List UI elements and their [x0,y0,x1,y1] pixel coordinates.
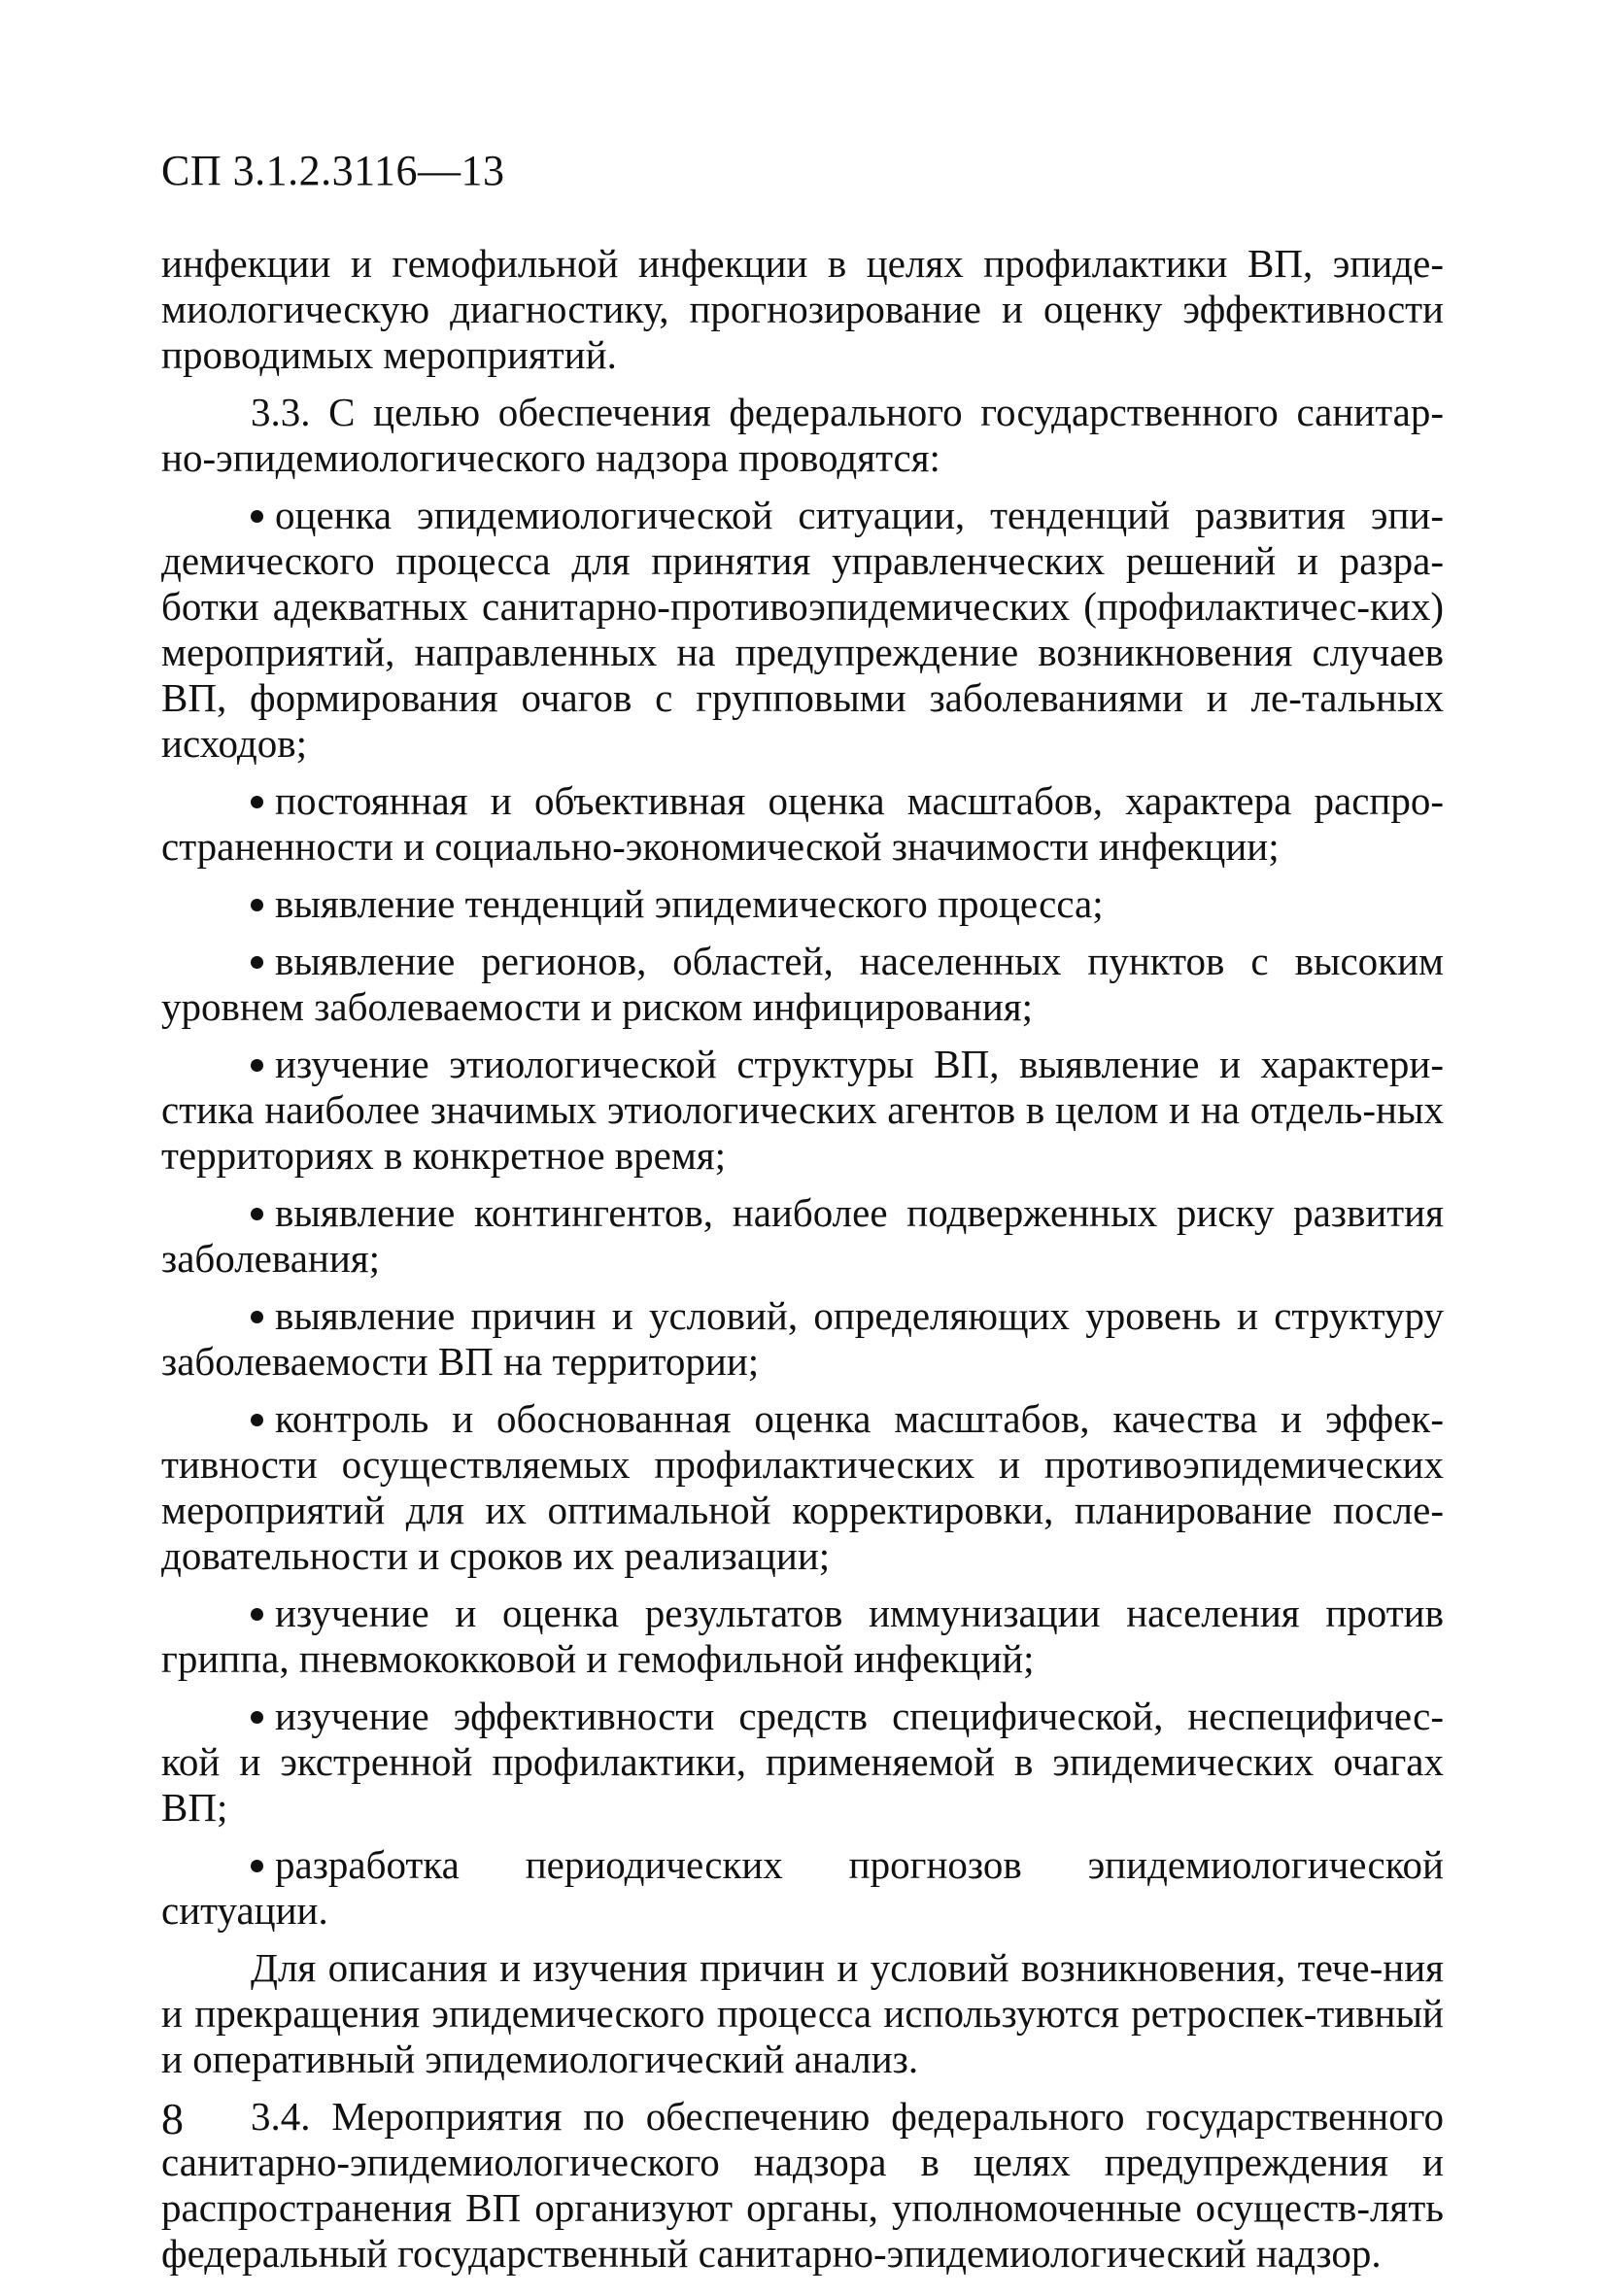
document-body [161,241,1444,2277]
bullet-item [161,1190,1444,1282]
bullet-icon [251,1059,263,1072]
document-code: СП 3.1.2.3116—13 [161,147,505,194]
bullet-item [161,1293,1444,1385]
bullet-icon [251,1208,263,1220]
bullet-icon [251,1414,263,1426]
bullet-text: изучение и оценка результатов иммунизации населения против гриппа, пневмококковой и гемофильной инфекций; [161,1591,1444,1681]
bullet-text: постоянная и объективная оценка масштабов, характера распро-страненности и социально-экономической значимости инфекции; [161,778,1444,869]
bullet-item [161,493,1444,767]
bullet-item [161,1396,1444,1579]
bullet-icon [251,1711,263,1724]
page-number: 8 [161,2094,184,2143]
bullet-icon [251,796,263,808]
bullet-item [161,1042,1444,1179]
bullet-item [161,1694,1444,1831]
bullet-icon [251,1860,263,1872]
bullet-text: выявление тенденций эпидемического процесса; [275,881,1104,926]
bullet-text: выявление причин и условий, определяющих уровень и структуру заболеваемости ВП на территории; [161,1293,1444,1384]
bullet-icon [251,1311,263,1323]
section-3-3-paragraph: 3.3. С целью обеспечения федерального государственного санитар-но-эпидемиологического надзора проводятся: [161,390,1444,480]
bullet-item [161,881,1444,927]
bullet-text: изучение этиологической структуры ВП, выявление и характери-стика наиболее значимых этиологических агентов в целом и на отдель-ных территориях в конкретное время; [161,1042,1444,1178]
bullet-text: выявление регионов, областей, населенных пунктов с высоким уровнем заболеваемости и риском инфицирования; [161,939,1444,1029]
bullet-icon [251,899,263,911]
intro-paragraph: инфекции и гемофильной инфекции в целях профилактики ВП, эпиде-миологическую диагностику, прогнозирование и оценку эффективности проводимых мероприятий. [161,241,1444,377]
bullet-item [161,1591,1444,1682]
bullet-text: контроль и обоснованная оценка масштабов, качества и эффек-тивности осуществляемых профилактических и противоэпидемических мероприятий для их оптимальной корректировки, планирование после-довательности и сроков их реализации; [161,1396,1444,1578]
bullet-text: разработка периодических прогнозов эпидемиологической ситуации. [161,1842,1444,1933]
bullet-item [161,778,1444,870]
bullet-text: изучение эффективности средств специфической, неспецифичес-кой и экстренной профилактики, применяемой в эпидемических очагах ВП; [161,1694,1444,1830]
bullet-icon [251,1608,263,1621]
bullet-icon [251,510,263,523]
bullet-text: оценка эпидемиологической ситуации, тенденций развития эпи-демического процесса для принятия управленческих решений и разра-ботки адекватных санитарно-противоэпидемических (профилактичес-ких) мероприятий, направленных на предупреждение возникновения случаев ВП, формирования очагов с групповыми заболеваниями и ле-тальных исходов; [161,493,1444,766]
section-3-4-paragraph: 3.4. Мероприятия по обеспечению федерального государственного санитарно-эпидемиологического надзора в целях предупреждения и распространения ВП организуют органы, уполномоченные осуществ-лять федеральный государственный санитарно-эпидемиологический надзор. [161,2094,1444,2276]
bullet-text: выявление контингентов, наиболее подверженных риску развития заболевания; [161,1190,1444,1281]
bullet-item [161,1842,1444,1934]
bullet-icon [251,956,263,969]
bullet-item [161,939,1444,1030]
analysis-paragraph: Для описания и изучения причин и условий возникновения, тече-ния и прекращения эпидемического процесса используются ретроспек-тивный и оперативный эпидемиологический анализ. [161,1945,1444,2081]
